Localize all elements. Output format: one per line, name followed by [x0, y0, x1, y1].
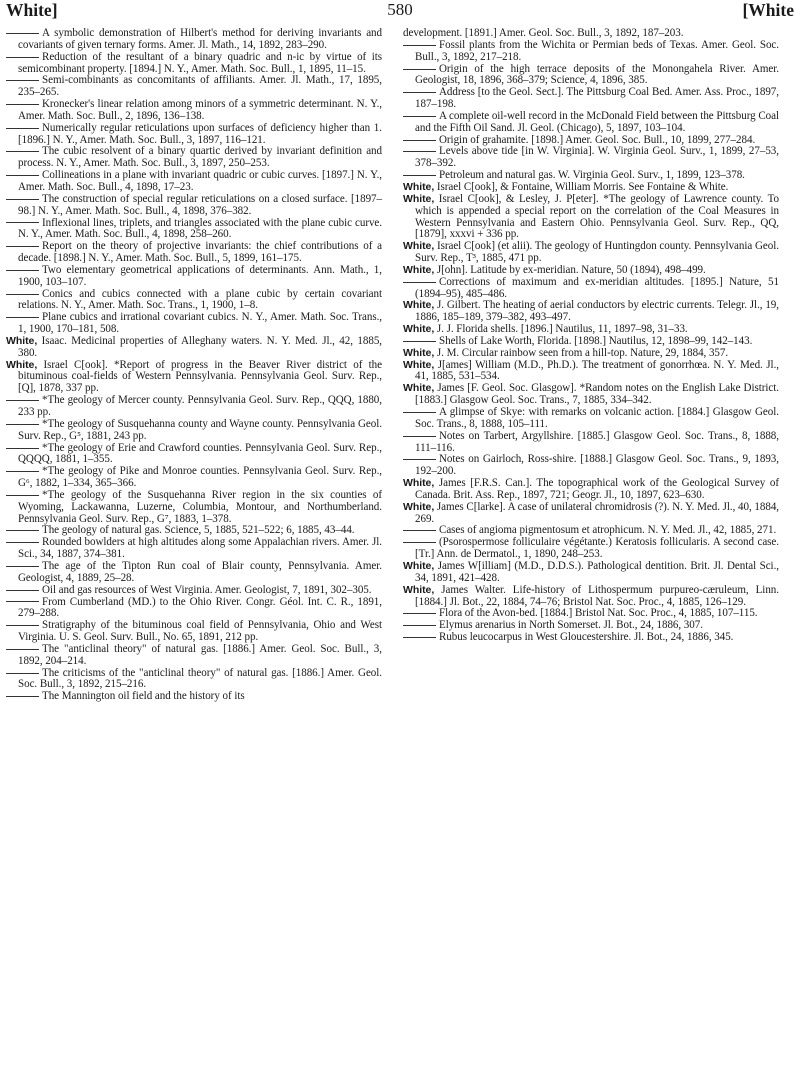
- entry-text: *The geology of Pike and Monroe counties. Pennsylvania Geol. Surv. Rep., G⁶, 1882, 1–334, 365–366.: [18, 465, 382, 490]
- bibliography-entry: [6, 443, 382, 467]
- entry-text: Cases of angioma pigmentosum et atrophicum. N. Y. Med. Jl., 42, 1885, 271.: [439, 524, 777, 537]
- entry-text: Oil and gas resources of West Virginia. Amer. Geologist, 7, 1891, 302–305.: [42, 583, 372, 596]
- bibliography-entry: [403, 537, 779, 561]
- entry-text: Israel C[ook], & Lesley, J. P[eter]. *The geology of Lawrence county. To which is appended a special report on the correlation of the Coal Measures in Western Pennsylvania and Eastern Ohio. Pennsylvania Geol. Surv. Rep., QQ, [1879], xxxvi + 336 pp.: [415, 192, 779, 241]
- bibliography-entry: [403, 194, 779, 241]
- entry-text: Rubus leucocarpus in West Gloucestershire. Jl. Bot., 24, 1886, 345.: [439, 631, 734, 644]
- ditto-dash: [6, 175, 39, 176]
- bibliography-entry: [6, 194, 382, 218]
- bibliography-entry: [6, 265, 382, 289]
- ditto-dash: [6, 33, 39, 34]
- entry-text: James W[illiam] (M.D., D.D.S.). Pathological dentition. Brit. Jl. Dental Sci., 34, 1891, 421–428.: [415, 559, 779, 584]
- entry-text: Elymus arenarius in North Somerset. Jl. Bot., 24, 1886, 307.: [439, 619, 703, 632]
- entry-text: Numerically regular reticulations upon surfaces of deficiency higher than 1. [1896.] N. Y., Amer. Math. Soc. Bull., 3, 1897, 116–121.: [18, 121, 382, 146]
- ditto-dash: [6, 649, 39, 650]
- entry-text: Conics and cubics connected with a plane cubic by certain covariant relations. N. Y., Amer. Math. Soc. Trans., 1, 1900, 1–8.: [18, 287, 382, 312]
- bibliography-entry: [403, 146, 779, 170]
- author-name: White,: [403, 263, 435, 276]
- entry-text: The construction of special regular reticulations on a closed surface. [1897–98.] N. Y., Amer. Math. Soc. Bull., 4, 1898, 376–382.: [18, 192, 382, 217]
- bibliography-entry: [6, 360, 382, 396]
- entry-text: *The geology of the Susquehanna River region in the six counties of Wyoming, Lackawanna, Luzerne, Columbia, Montour, and Northumberland. Pennsylvania Geol. Surv. Rep., G⁷, 1883, 1–378.: [18, 488, 382, 525]
- entry-text: (Psorospermose folliculaire végétante.) Keratosis follicularis. A second case. [Tr.] Ann. de Dermatol., 1, 1890, 248–253.: [415, 536, 779, 561]
- bibliography-entry: [6, 28, 382, 52]
- entry-text: Israel C[ook]. *Report of progress in the Beaver River district of the bituminous coal-fields of Western Pennsylvania. Pennsylvania Geol. Surv. Rep., [Q], 1878, 337 pp.: [18, 358, 382, 395]
- ditto-dash: [6, 317, 39, 318]
- entry-text: James C[larke]. A case of unilateral chromidrosis (?). N. Y. Med. Jl., 40, 1884, 269.: [415, 500, 779, 525]
- entry-text: James Walter. Life-history of Lithospermum purpureo-cæruleum, Linn. [1884.] Jl. Bot., 22, 1884, 74–76; Bristol Nat. Soc. Proc., 4, 1885, 126–129.: [415, 583, 779, 608]
- entry-text: The Mannington oil field and the history of its: [42, 690, 245, 703]
- bibliography-entry: [6, 620, 382, 644]
- ditto-dash: [6, 400, 39, 401]
- ditto-dash: [403, 45, 436, 46]
- entry-text: Plane cubics and irrational covariant cubics. N. Y., Amer. Math. Soc. Trans., 1, 1900, 170–181, 508.: [18, 311, 382, 336]
- author-name: White,: [403, 358, 435, 371]
- entry-text: The "anticlinal theory" of natural gas. [1886.] Amer. Geol. Soc. Bull., 3, 1892, 204–214.: [18, 642, 382, 667]
- entry-text: The criticisms of the "anticlinal theory" of natural gas. [1886.] Amer. Geol. Soc. Bull., 3, 1892, 215–216.: [18, 666, 382, 691]
- bibliography-entry: [403, 360, 779, 384]
- entry-text: The age of the Tipton Run coal of Blair county, Pennsylvania. Amer. Geologist, 4, 1889, 25–28.: [18, 559, 382, 584]
- entry-text: Shells of Lake Worth, Florida. [1898.] Nautilus, 12, 1898–99, 142–143.: [439, 334, 753, 347]
- bibliography-entry: [403, 561, 779, 585]
- entry-text: The geology of natural gas. Science, 5, 1885, 521–522; 6, 1885, 43–44.: [42, 524, 355, 537]
- author-name: White,: [403, 192, 435, 205]
- ditto-dash: [6, 246, 39, 247]
- entry-text: Origin of grahamite. [1898.] Amer. Geol. Soc. Bull., 10, 1899, 277–284.: [439, 133, 756, 146]
- bibliography-entry: [403, 431, 779, 455]
- bibliography-entry: [403, 111, 779, 135]
- entry-text: Flora of the Avon-bed. [1884.] Bristol Nat. Soc. Proc., 4, 1885, 107–115.: [439, 607, 758, 620]
- author-name: White,: [403, 180, 435, 193]
- ditto-dash: [6, 151, 39, 152]
- bibliography-entry: [403, 407, 779, 431]
- bibliography-entry: [403, 87, 779, 111]
- author-name: White,: [403, 583, 435, 596]
- author-name: White,: [403, 382, 435, 395]
- ditto-dash: [6, 424, 39, 425]
- bibliography-entry: [6, 597, 382, 621]
- bibliography-entry: [403, 502, 779, 526]
- entry-text: A complete oil-well record in the McDonald Field between the Pittsburg Coal and the Fifth Oil Sand. Jl. Geol. (Chicago), 5, 1897, 103–104.: [415, 109, 779, 134]
- bibliography-entry: [6, 75, 382, 99]
- bibliography-entry: [6, 336, 382, 360]
- entry-text: *The geology of Susquehanna county and Wayne county. Pennsylvania Geol. Surv. Rep., G⁵, 1881, 243 pp.: [18, 417, 382, 442]
- bibliography-entry: [403, 454, 779, 478]
- running-head-right: [White: [742, 0, 794, 20]
- entry-text: Isaac. Medicinal properties of Alleghany waters. N. Y. Med. Jl., 42, 1885, 380.: [18, 334, 383, 359]
- bibliography-entry: [6, 123, 382, 147]
- bibliography-entry: [6, 644, 382, 668]
- bibliography-entry: [6, 466, 382, 490]
- bibliography-entry: [6, 561, 382, 585]
- ditto-dash: [403, 140, 436, 141]
- author-name: White,: [6, 358, 38, 371]
- entry-text: Corrections of maximum and ex-meridian altitudes. [1895.] Nature, 51 (1894–95), 485–486.: [415, 275, 779, 300]
- entry-text: J. J. Florida shells. [1896.] Nautilus, 11, 1897–98, 31–33.: [436, 323, 688, 336]
- bibliography-entry: [403, 277, 779, 301]
- entry-text: Israel C[ook], & Fontaine, William Morris. See Fontaine & White.: [436, 180, 729, 193]
- running-head-left: White]: [6, 0, 58, 20]
- ditto-dash: [403, 637, 436, 638]
- ditto-dash: [403, 92, 436, 93]
- entry-text: Semi-combinants as concomitants of affiliants. Amer. Jl. Math., 17, 1895, 235–265.: [18, 74, 382, 99]
- bibliography-entry: [403, 40, 779, 64]
- bibliography-entry: [6, 312, 382, 336]
- entry-text: J. M. Circular rainbow seen from a hill-top. Nature, 29, 1884, 357.: [436, 346, 729, 359]
- bibliography-entry: [6, 52, 382, 76]
- bibliography-entry: [403, 241, 779, 265]
- bibliography-entry: [403, 383, 779, 407]
- ditto-dash: [403, 412, 436, 413]
- bibliography-entry: [403, 64, 779, 88]
- entry-text: James [F. Geol. Soc. Glasgow]. *Random notes on the English Lake District. [1883.] Glasgow Geol. Soc. Trans., 7, 1885, 334–342.: [415, 382, 779, 407]
- entry-text: Report on the theory of projective invariants: the chief contributions of a decade. [1898.] N. Y., Amer. Math. Soc. Bull., 5, 1899, 161–175.: [18, 240, 382, 265]
- author-name: White,: [403, 346, 435, 359]
- bibliography-entry: [403, 632, 779, 644]
- entry-text: Fossil plants from the Wichita or Permian beds of Texas. Amer. Geol. Soc. Bull., 3, 1892, 217–218.: [415, 38, 779, 63]
- bibliography-entry: [6, 691, 382, 703]
- bibliography-entry: [6, 668, 382, 692]
- ditto-dash: [403, 436, 436, 437]
- ditto-dash: [6, 104, 39, 105]
- ditto-dash: [6, 222, 39, 223]
- ditto-dash: [403, 69, 436, 70]
- ditto-dash: [6, 80, 39, 81]
- bibliography-entry: [403, 585, 779, 609]
- author-name: White,: [403, 500, 435, 513]
- ditto-dash: [403, 459, 436, 460]
- entry-text: J[ohn]. Latitude by ex-meridian. Nature, 50 (1894), 498–499.: [436, 263, 706, 276]
- ditto-dash: [6, 601, 39, 602]
- bibliography-entry: [6, 146, 382, 170]
- ditto-dash: [6, 294, 39, 295]
- ditto-dash: [6, 199, 39, 200]
- bibliography-entry: [6, 537, 382, 561]
- ditto-dash: [403, 542, 436, 543]
- page-number: 580: [387, 0, 413, 19]
- entry-text: James [F.R.S. Can.]. The topographical work of the Geological Survey of Canada. Brit. Ass. Rep., 1897, 721; Geogr. Jl., 10, 1897, 623–630.: [415, 477, 779, 501]
- entry-text: Petroleum and natural gas. W. Virginia Geol. Surv., 1, 1899, 123–378.: [439, 169, 745, 182]
- entry-text: A glimpse of Skye: with remarks on volcanic action. [1884.] Glasgow Geol. Soc. Trans., 8, 1888, 105–111.: [415, 406, 779, 430]
- ditto-dash: [403, 151, 436, 152]
- entry-text: Rounded bowlders at high altitudes along some Appalachian rivers. Amer. Jl. Sci., 34, 1887, 374–381.: [18, 536, 382, 561]
- bibliography-entry: [403, 478, 779, 502]
- ditto-dash: [6, 128, 39, 129]
- ditto-dash: [6, 673, 39, 674]
- entry-text: *The geology of Erie and Crawford counties. Pennsylvania Geol. Surv. Rep., QQQQ, 1881, 1–355.: [18, 441, 382, 466]
- bibliography-entry: [6, 170, 382, 194]
- author-name: White,: [403, 477, 435, 490]
- ditto-dash: [403, 613, 436, 614]
- ditto-dash: [6, 448, 39, 449]
- running-head: [6, 0, 794, 22]
- ditto-dash: [6, 270, 39, 271]
- author-name: White,: [403, 559, 435, 572]
- entry-text: Inflexional lines, triplets, and triangles associated with the plane cubic curve. N. Y., Amer. Math. Soc. Bull., 4, 1898, 258–260.: [18, 216, 382, 241]
- bibliography-entry: [6, 419, 382, 443]
- bibliography-entry: [6, 490, 382, 526]
- entry-text: Stratigraphy of the bituminous coal field of Pennsylvania, Ohio and West Virginia. U. S. Geol. Surv. Bull., No. 65, 1891, 212 pp.: [18, 619, 382, 644]
- right-column: [403, 28, 779, 644]
- author-name: White,: [403, 299, 435, 312]
- entry-text: Israel C[ook] (et alii). The geology of Huntingdon county. Pennsylvania Geol. Surv. Rep., T³, 1885, 471 pp.: [415, 240, 779, 265]
- bibliography-entry: [6, 218, 382, 242]
- left-column: [6, 28, 382, 703]
- entry-text: Address [to the Geol. Sect.]. The Pittsburg Coal Bed. Amer. Ass. Proc., 1897, 187–198.: [415, 86, 779, 111]
- entry-text: Kronecker's linear relation among minors of a symmetric determinant. N. Y., Amer. Math. Soc. Bull., 2, 1896, 136–138.: [18, 98, 382, 122]
- ditto-dash: [6, 696, 39, 697]
- entry-text: J[ames] William (M.D., Ph.D.). The treatment of gonorrhœa. N. Y. Med. Jl., 41, 1885, 531–534.: [415, 358, 779, 383]
- ditto-dash: [403, 175, 436, 176]
- ditto-dash: [403, 530, 436, 531]
- ditto-dash: [6, 566, 39, 567]
- ditto-dash: [403, 625, 436, 626]
- entry-text: *The geology of Mercer county. Pennsylvania Geol. Surv. Rep., QQQ, 1880, 233 pp.: [18, 394, 382, 418]
- bibliography-entry: [6, 289, 382, 313]
- author-name: White,: [403, 240, 435, 253]
- bibliography-entry: [6, 241, 382, 265]
- entry-text: The cubic resolvent of a binary quartic derived by invariant definition and process. N. Y., Amer. Math. Soc. Bull., 3, 1897, 250–253.: [18, 145, 382, 170]
- ditto-dash: [403, 341, 436, 342]
- ditto-dash: [6, 530, 39, 531]
- entry-text: J. Gilbert. The heating of aerial conductors by electric currents. Telegr. Jl., 19, 1886, 185–189, 379–382, 493–497.: [415, 299, 779, 324]
- ditto-dash: [6, 590, 39, 591]
- ditto-dash: [403, 116, 436, 117]
- ditto-dash: [6, 471, 39, 472]
- bibliography-entry: [6, 99, 382, 123]
- entry-text: From Cumberland (MD.) to the Ohio River. Congr. Géol. Int. C. R., 1891, 279–288.: [18, 595, 382, 620]
- entry-text: Reduction of the resultant of a binary quadric and n-ic by virtue of its semicombinant property. [1894.] N. Y., Amer. Math. Soc. Bull., 1, 1895, 11–15.: [18, 50, 382, 75]
- ditto-dash: [6, 57, 39, 58]
- entry-text: A symbolic demonstration of Hilbert's method for deriving invariants and covariants of given ternary forms. Amer. Jl. Math., 14, 1892, 283–290.: [18, 27, 382, 51]
- entry-text: Origin of the high terrace deposits of the Monongahela River. Amer. Geologist, 18, 1896, 368–379; Science, 4, 1896, 385.: [415, 62, 779, 87]
- bibliography-entry: [6, 395, 382, 419]
- bibliography-entry: [403, 300, 779, 324]
- entry-text: development. [1891.] Amer. Geol. Soc. Bull., 3, 1892, 187–203.: [403, 27, 684, 39]
- entry-text: Levels above tide [in W. Virginia]. W. Virginia Geol. Surv., 1, 1899, 27–53, 378–392.: [415, 145, 779, 170]
- author-name: White,: [6, 334, 38, 347]
- ditto-dash: [6, 495, 39, 496]
- entry-text: Notes on Gairloch, Ross-shire. [1888.] Glasgow Geol. Soc. Trans., 9, 1893, 192–200.: [415, 453, 779, 478]
- ditto-dash: [6, 542, 39, 543]
- ditto-dash: [403, 282, 436, 283]
- ditto-dash: [6, 625, 39, 626]
- entry-text: Notes on Tarbert, Argyllshire. [1885.] Glasgow Geol. Soc. Trans., 8, 1888, 111–116.: [415, 429, 779, 454]
- entry-text: Collineations in a plane with invariant quadric or cubic curves. [1897.] N. Y., Amer. Math. Soc. Bull., 4, 1898, 17–23.: [18, 169, 382, 193]
- entry-text: Two elementary geometrical applications of determinants. Ann. Math., 1, 1900, 103–107.: [18, 263, 382, 288]
- author-name: White,: [403, 323, 435, 336]
